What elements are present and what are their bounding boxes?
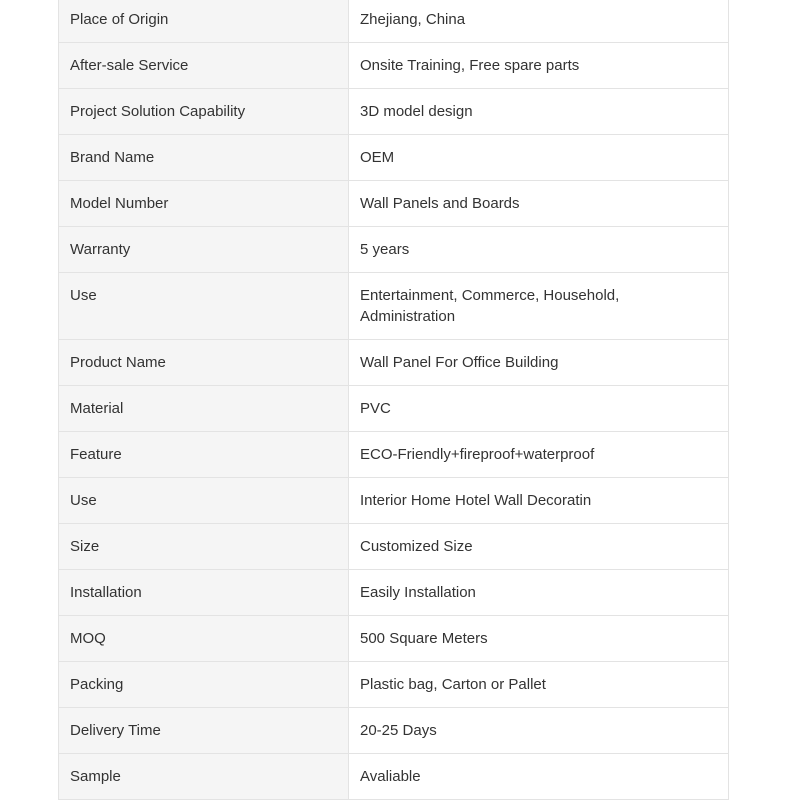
spec-label: Use — [59, 273, 349, 340]
table-row — [59, 340, 729, 386]
product-spec-table-container — [58, 0, 729, 800]
product-spec-table — [58, 0, 729, 800]
table-row — [59, 386, 729, 432]
spec-value: 20-25 Days — [349, 708, 729, 754]
spec-value: Wall Panel For Office Building — [349, 340, 729, 386]
table-row — [59, 432, 729, 478]
spec-value: 500 Square Meters — [349, 616, 729, 662]
table-row — [59, 135, 729, 181]
table-row — [59, 273, 729, 340]
spec-value: Entertainment, Commerce, Household, Administration — [349, 273, 729, 340]
spec-label: Feature — [59, 432, 349, 478]
spec-value: Wall Panels and Boards — [349, 181, 729, 227]
table-row — [59, 227, 729, 273]
spec-value: Interior Home Hotel Wall Decoratin — [349, 478, 729, 524]
spec-label: Place of Origin — [59, 0, 349, 43]
spec-value: ECO-Friendly+fireproof+waterproof — [349, 432, 729, 478]
table-row — [59, 570, 729, 616]
spec-label: Material — [59, 386, 349, 432]
spec-label: Warranty — [59, 227, 349, 273]
table-row — [59, 708, 729, 754]
spec-label: Product Name — [59, 340, 349, 386]
table-row — [59, 754, 729, 800]
table-row — [59, 616, 729, 662]
table-row — [59, 478, 729, 524]
spec-label: Installation — [59, 570, 349, 616]
spec-label: Use — [59, 478, 349, 524]
table-row — [59, 181, 729, 227]
spec-label: Model Number — [59, 181, 349, 227]
spec-value: Plastic bag, Carton or Pallet — [349, 662, 729, 708]
spec-label: Delivery Time — [59, 708, 349, 754]
table-row — [59, 662, 729, 708]
spec-label: Brand Name — [59, 135, 349, 181]
spec-value: Customized Size — [349, 524, 729, 570]
spec-label: Packing — [59, 662, 349, 708]
spec-label: Sample — [59, 754, 349, 800]
table-row — [59, 0, 729, 43]
table-row — [59, 524, 729, 570]
spec-value: 3D model design — [349, 89, 729, 135]
spec-label: Size — [59, 524, 349, 570]
spec-value: Zhejiang, China — [349, 0, 729, 43]
spec-value: OEM — [349, 135, 729, 181]
table-row — [59, 43, 729, 89]
spec-value: PVC — [349, 386, 729, 432]
spec-value: 5 years — [349, 227, 729, 273]
spec-label: After-sale Service — [59, 43, 349, 89]
spec-label: Project Solution Capability — [59, 89, 349, 135]
spec-value: Onsite Training, Free spare parts — [349, 43, 729, 89]
spec-label: MOQ — [59, 616, 349, 662]
table-row — [59, 89, 729, 135]
spec-value: Avaliable — [349, 754, 729, 800]
spec-value: Easily Installation — [349, 570, 729, 616]
